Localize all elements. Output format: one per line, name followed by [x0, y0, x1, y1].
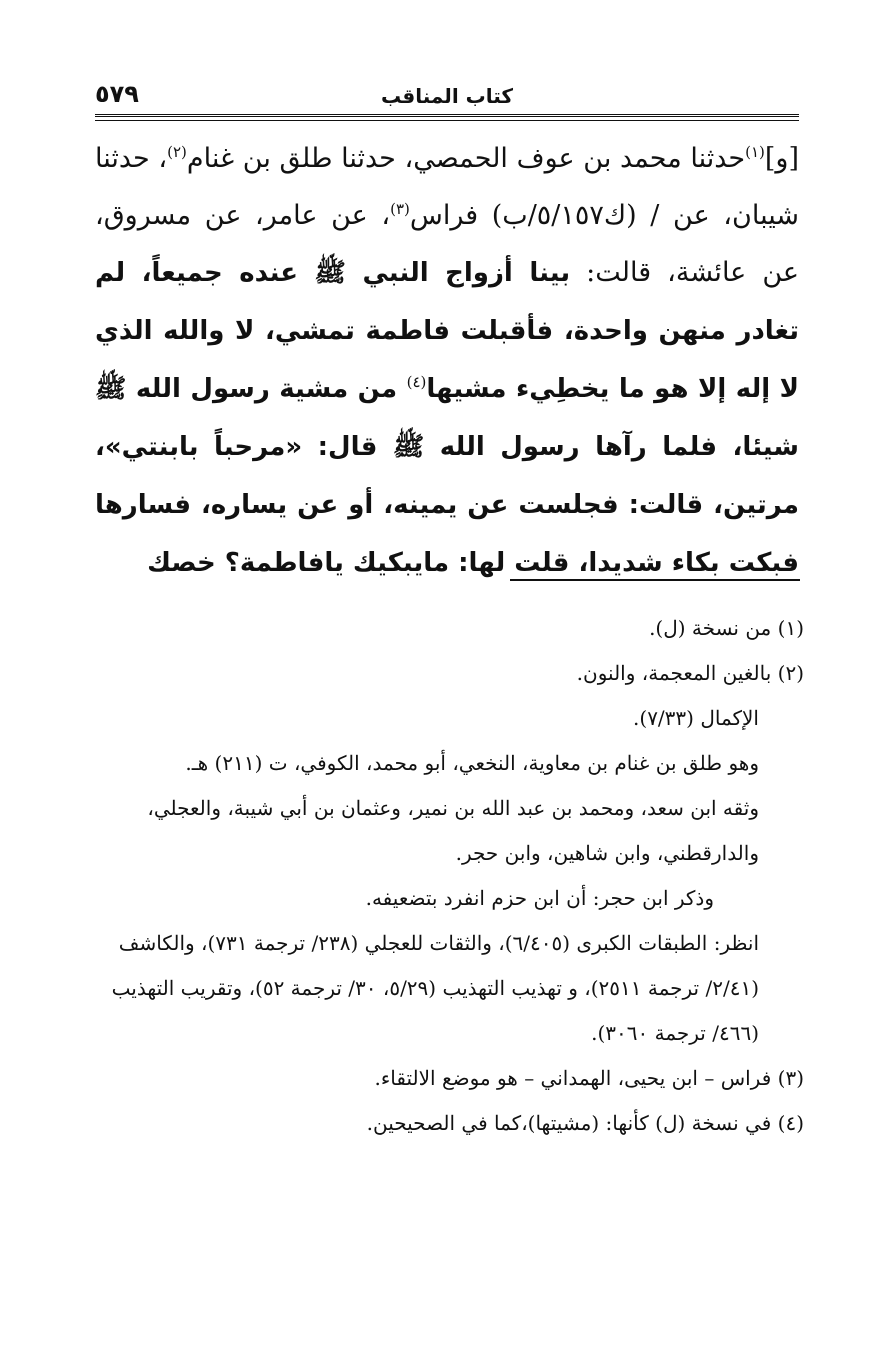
footnote-ref-4: (٤): [406, 373, 427, 391]
footnote-4: (٤) في نسخة (ل) كأنها: (مشيتها)،كما في الصحيحين.: [366, 1111, 804, 1135]
running-header: [95, 76, 799, 117]
footnote-ref-2: (٢): [167, 143, 187, 161]
footnote-2: (٢) بالغين المعجمة، والنون.: [576, 661, 804, 685]
isnad-text-2: ، حدثنا شيبان، عن / (ك٥/١٥٧/ب) فراس: [95, 143, 799, 231]
bracket-waw: [و]: [764, 143, 799, 174]
footnote-2-references: انظر: الطبقات الكبرى (٦/٤٠٥)، والثقات للعجلي (٢٣٨/ ترجمة ٧٣١)، والكاشف (٢/٤١/ ترجمة ٢٥١١)، و تهذيب التهذيب (٥/٢٩، ٣٠/ ترجمة ٥٢)، وتقريب التهذيب (٤٦٦/ ترجمة ٣٠٦٠).: [111, 931, 759, 1045]
footnote-ref-1: (١): [745, 143, 765, 161]
footnote-2-ibn-hajar: وذكر ابن حجر: أن ابن حزم انفرد بتضعيفه.: [365, 886, 714, 910]
footnote-ref-3: (٣): [390, 200, 410, 218]
footnote-divider: [510, 579, 800, 581]
isnad-text-3: ، عن عامر، عن مسروق، عن عائشة، قالت:: [95, 200, 799, 288]
book-title: كتاب المناقب: [380, 84, 514, 108]
matn-bold-2: من مشية رسول الله ﷺ شيئا، فلما رآها رسول الله ﷺ قال: «مرحباً بابنتي»، مرتين، قالت: فجلست عن يمينه، أو عن يساره، فسارها فبكت بكاء شديدا، قلت لها: مايبكيك يافاطمة؟ خصك: [95, 374, 799, 578]
header-rule: [95, 120, 799, 121]
footnotes: [95, 606, 804, 1146]
isnad-text-1: حدثنا محمد بن عوف الحمصي، حدثنا طلق بن غنام: [186, 143, 746, 174]
footnote-2-tawthiq: وثقه ابن سعد، ومحمد بن عبد الله بن نمير، وعثمان بن أبي شيبة، والعجلي، والدارقطني، وابن شاهين، وابن حجر.: [147, 796, 759, 865]
matn-bold-1: بينا أزواج النبي ﷺ عنده جميعاً، لم تغادر منهن واحدة، فأقبلت فاطمة تمشي، لا والله الذي لا إله إلا هو ما يخطِيء مشيها: [95, 258, 799, 404]
footnote-2-source: الإكمال (٧/٣٣).: [633, 706, 759, 730]
footnote-2-bio: وهو طلق بن غنام بن معاوية، النخعي، أبو محمد، الكوفي، ت (٢١١) هـ.: [185, 751, 759, 775]
footnote-1: (١) من نسخة (ل).: [649, 616, 804, 640]
page-number: ٥٧٩: [95, 80, 139, 108]
footnote-3: (٣) فراس – ابن يحيى، الهمداني – هو موضع الالتقاء.: [374, 1066, 804, 1090]
main-text: [95, 130, 799, 592]
hadith-paragraph: [95, 130, 799, 592]
